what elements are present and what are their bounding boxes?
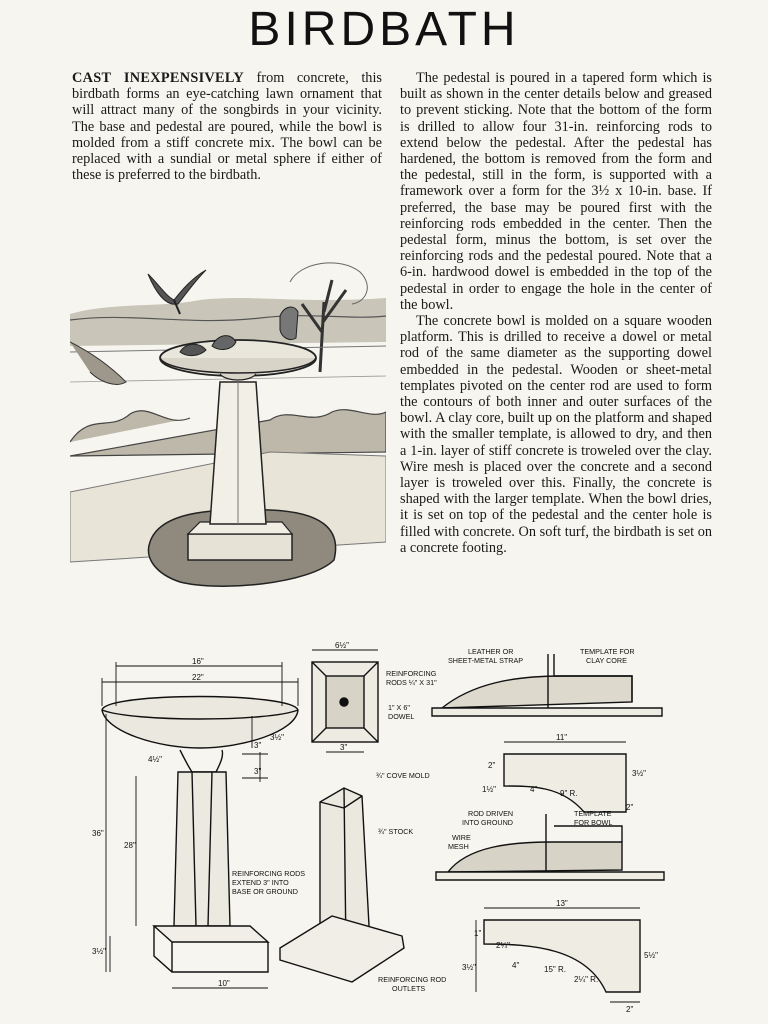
dim-3half-b: 3½" [632, 769, 646, 778]
label-stock: ¾" STOCK [378, 827, 414, 836]
label-dowel: 1" X 6" DOWEL [388, 703, 415, 721]
dim-9r: 9" R. [560, 789, 578, 798]
label-rod-outlets: REINFORCING ROD OUTLETS [378, 975, 447, 993]
form-base [280, 916, 404, 982]
dim-16: 16" [192, 657, 204, 666]
intro-paragraph [72, 70, 382, 183]
dim-6half: 6½" [335, 641, 349, 650]
bowl-molding-section [448, 842, 622, 872]
dim-3b: 3" [254, 767, 262, 776]
dim-2quarter: 2¼" [496, 941, 510, 950]
assembled-base [154, 926, 268, 942]
dim-3: 3" [254, 741, 262, 750]
intro-column [72, 70, 382, 183]
assembled-pedestal [174, 772, 230, 926]
page-title: BIRDBATH [248, 3, 520, 56]
dim-2b: 2" [626, 803, 634, 812]
template-large [484, 920, 640, 992]
dim-4b: 4" [512, 961, 520, 970]
birdbath-illustration [70, 242, 386, 614]
dim-10: 10" [218, 979, 230, 988]
body-paragraph-1: The pedestal is poured in a tapered form which is built as shown in the center details below and greased to prevent sticking. Note that the bottom of the form is drilled to allow four 31-in. reinforcing rods to extend below the pedestal. After the pedestal has hardened, the bottom is removed from the form and the pedestal, still in the form, is supported with a framework over a form for the 3½ x 10-in. base. If preferred, the base may be poured first with the reinforcing rods embedded in the center. Then the pedestal form, minus the bottom, is set over the reinforcing rods and the pedestal poured. Note that a 6-in. hardwood dowel is embedded in the top of the pedestal in order to engage the hole in the center of the bowl. [400, 70, 712, 313]
dim-1: 1" [474, 929, 482, 938]
label-reinforcing-rods: REINFORCING RODS ¼" X 31" [386, 669, 437, 687]
dim-15r: 15" R. [544, 965, 566, 974]
label-rods-extend: REINFORCING RODS EXTEND 3" INTO BASE OR GROUND [232, 869, 306, 896]
label-cove-mold: ¾" COVE MOLD [376, 771, 430, 780]
clay-core-section [442, 676, 632, 708]
dim-3half-d: 3½" [462, 963, 476, 972]
dim-22: 22" [192, 673, 204, 682]
assembled-bowl [102, 697, 298, 749]
dim-3c: 3" [340, 743, 348, 752]
template-small [504, 754, 626, 812]
dim-2: 2" [488, 761, 496, 770]
construction-drawings [92, 636, 676, 1016]
dim-28: 28" [124, 841, 136, 850]
dim-2quarter-r: 2¼" R. [574, 975, 599, 984]
intro-lead: CAST INEXPENSIVELY [72, 70, 245, 86]
dim-1half: 1½" [482, 785, 496, 794]
label-leather-strap: LEATHER OR SHEET-METAL STRAP [448, 647, 524, 665]
label-template-clay: TEMPLATE FOR CLAY CORE [580, 647, 635, 665]
label-template-bowl: TEMPLATE FOR BOWL [574, 809, 613, 827]
dim-4half: 4½" [148, 755, 162, 764]
dim-3half-bowl: 3½" [270, 733, 284, 742]
body-column [400, 70, 712, 556]
dim-5half: 5½" [644, 951, 658, 960]
dim-2c: 2" [626, 1005, 634, 1014]
dim-3half: 3½" [92, 947, 106, 956]
intro-text: from concrete, this birdbath forms an eye-catching lawn ornament that will attract many of the songbirds in your vicinity. The base and pedestal are poured, while the bowl is molded from a stiff concrete mix. The bowl can be replaced with a sundial or metal sphere if either of these is preferred to the birdbath. [72, 70, 382, 184]
dim-11: 11" [556, 733, 568, 742]
dim-13: 13" [556, 899, 568, 908]
label-rod-driven: ROD DRIVEN INTO GROUND [462, 809, 514, 827]
body-paragraph-2: The concrete bowl is molded on a square wooden platform. This is drilled to receive a dowel or metal rod of the same diameter as the supporting dowel embedded in the pedestal. Wooden or sheet-metal templates pivoted on the center rod are used to form the contours of both inner and outer surfaces of the bowl. A clay core, built up on the platform and shaped with the smaller template, is allowed to dry, and then a 1-in. layer of stiff concrete is troweled over the clay. Wire mesh is placed over the concrete and a second layer is troweled over this. Finally, the concrete is shaped with the larger template. When the bowl dries, it is set on top of the pedestal and the center hole is filled with concrete. On soft turf, the birdbath is set on a concrete footing. [400, 313, 712, 556]
dim-4: 4" [530, 785, 538, 794]
dim-36: 36" [92, 829, 104, 838]
label-wire-mesh: WIRE MESH [448, 833, 471, 851]
